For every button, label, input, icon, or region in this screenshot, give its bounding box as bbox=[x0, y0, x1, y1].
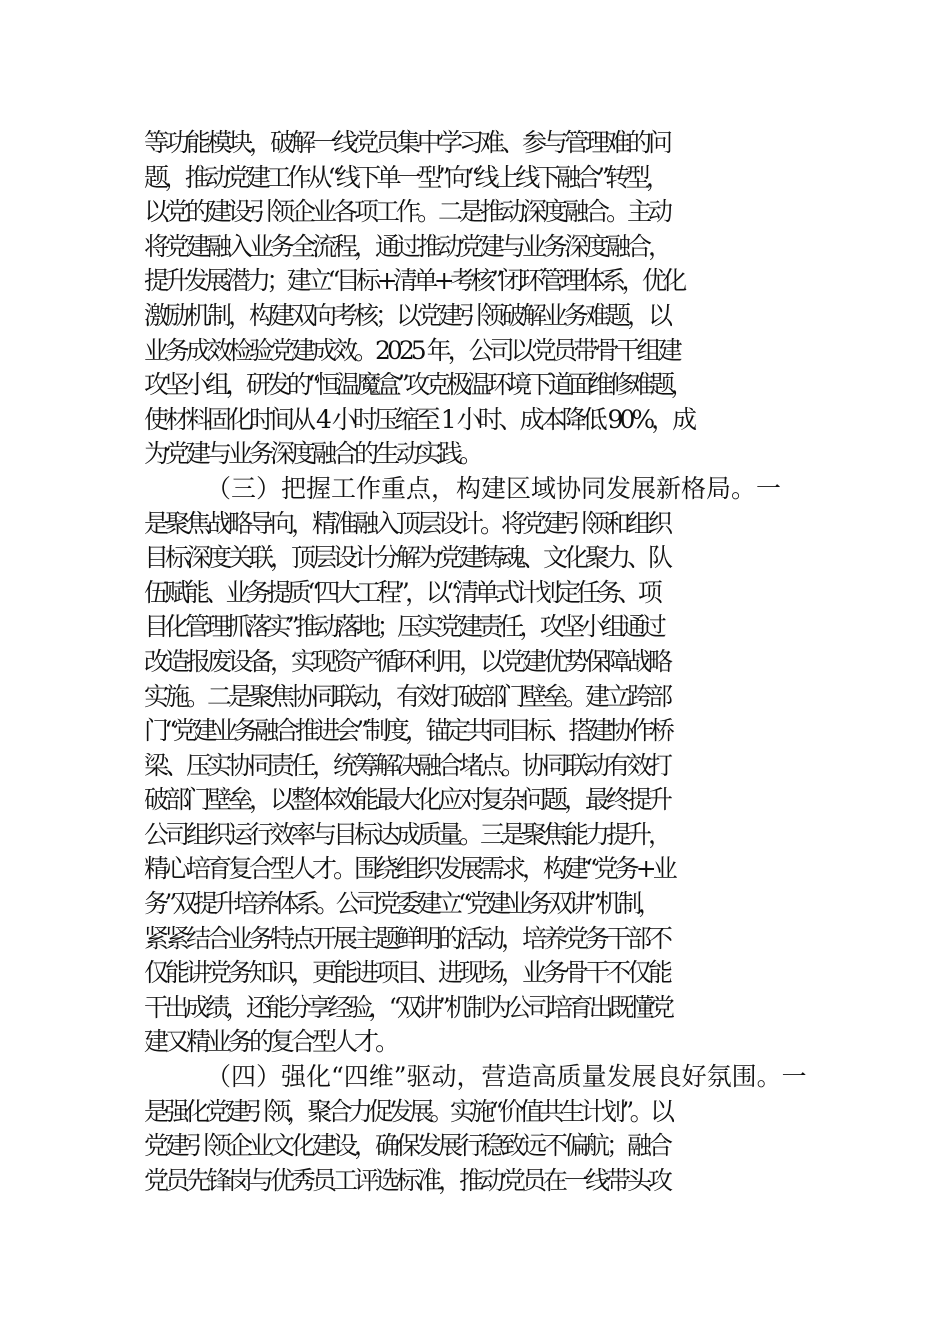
text-line: 党建引领企业文化建设，确保发展行稳致远不偏航；融合 bbox=[144, 1131, 670, 1161]
text-line: 仅能讲党务知识，更能进项目、进现场，业务骨干不仅能 bbox=[144, 958, 670, 988]
text-line: 公司组织运行效率与目标达成质量。三是聚焦能力提升， bbox=[144, 819, 670, 849]
text-line: 建又精业务的复合型人才。 bbox=[144, 1027, 397, 1057]
text-line: 党员先锋岗与优秀员工评选标准，推动党员在一线带头攻 bbox=[144, 1165, 670, 1195]
text-line: 门“党建业务融合推进会”制度，锚定共同目标、搭建协作桥 bbox=[144, 716, 671, 746]
text-line: 为党建与业务深度融合的生动实践。 bbox=[144, 439, 481, 469]
text-line: 是强化党建引领，聚合力促发展。实施“价值共生计划”。以 bbox=[144, 1096, 671, 1126]
text-line: 目标深度关联，顶层设计分解为党建铸魂、文化聚力、队 bbox=[144, 543, 670, 573]
text-line: 以党的建设引领企业各项工作。二是推动深度融合。主动 bbox=[144, 197, 670, 227]
text-line: 务”双提升培养体系。公司党委建立“党建业务双讲”机制， bbox=[144, 889, 659, 919]
text-line: 伍赋能、业务提质“四大工程”，以“清单式计划定任务、项 bbox=[144, 577, 659, 607]
text-line: 业务成效检验党建成效。2025 年，公司以党员带骨干组建 bbox=[144, 335, 679, 365]
text-line: 激励机制，构建双向考核；以党建引领破解业务难题，以 bbox=[144, 300, 670, 330]
text-line: 精心培育复合型人才。围绕组织发展需求，构建“党务+业 bbox=[144, 854, 674, 884]
section-heading-line: （四）强化“四维”驱动，营造高质量发展良好氛围。一 bbox=[206, 1062, 807, 1092]
text-line: 紧紧结合业务特点开展主题鲜明的活动，培养党务干部不 bbox=[144, 923, 670, 953]
text-line: 将党建融入业务全流程，通过推动党建与业务深度融合， bbox=[144, 231, 670, 261]
text-line: 提升发展潜力；建立“目标+清单+考核”闭环管理体系，优化 bbox=[144, 266, 683, 296]
text-line: 等功能模块，破解一线党员集中学习难、参与管理难的问 bbox=[144, 128, 670, 157]
text-line: 使材料固化时间从 4 小时压缩至 1 小时、成本降低 90%，成 bbox=[144, 404, 694, 434]
text-line: 梁、压实协同责任，统筹解决融合堵点。协同联动有效打 bbox=[144, 750, 670, 780]
text-line: 题，推动党建工作从“线下单一型”向“线上线下融合”转型， bbox=[144, 162, 667, 192]
text-line: 干出成绩，还能分享经验，“双讲”机制为公司培育出既懂党 bbox=[144, 992, 671, 1022]
section-heading-line: （三）把握工作重点，构建区域协同发展新格局。一 bbox=[206, 473, 782, 503]
text-line: 攻坚小组，研发的“恒温魔盒”攻克极温环境下道面维修难题， bbox=[144, 370, 691, 400]
text-line: 破部门壁垒，以整体效能最大化应对复杂问题，最终提升 bbox=[144, 785, 670, 815]
text-line: 目化管理抓落实”推动落地；压实党建责任，攻坚小组通过 bbox=[144, 612, 663, 642]
document-body-text bbox=[144, 126, 824, 1198]
text-line: 实施。二是聚焦协同联动，有效打破部门壁垒。建立跨部 bbox=[144, 681, 670, 711]
text-line: 是聚焦战略导向，精准融入顶层设计。将党建引领和组织 bbox=[144, 508, 670, 538]
text-line: 改造报废设备，实现资产循环利用，以党建优势保障战略 bbox=[144, 646, 670, 676]
